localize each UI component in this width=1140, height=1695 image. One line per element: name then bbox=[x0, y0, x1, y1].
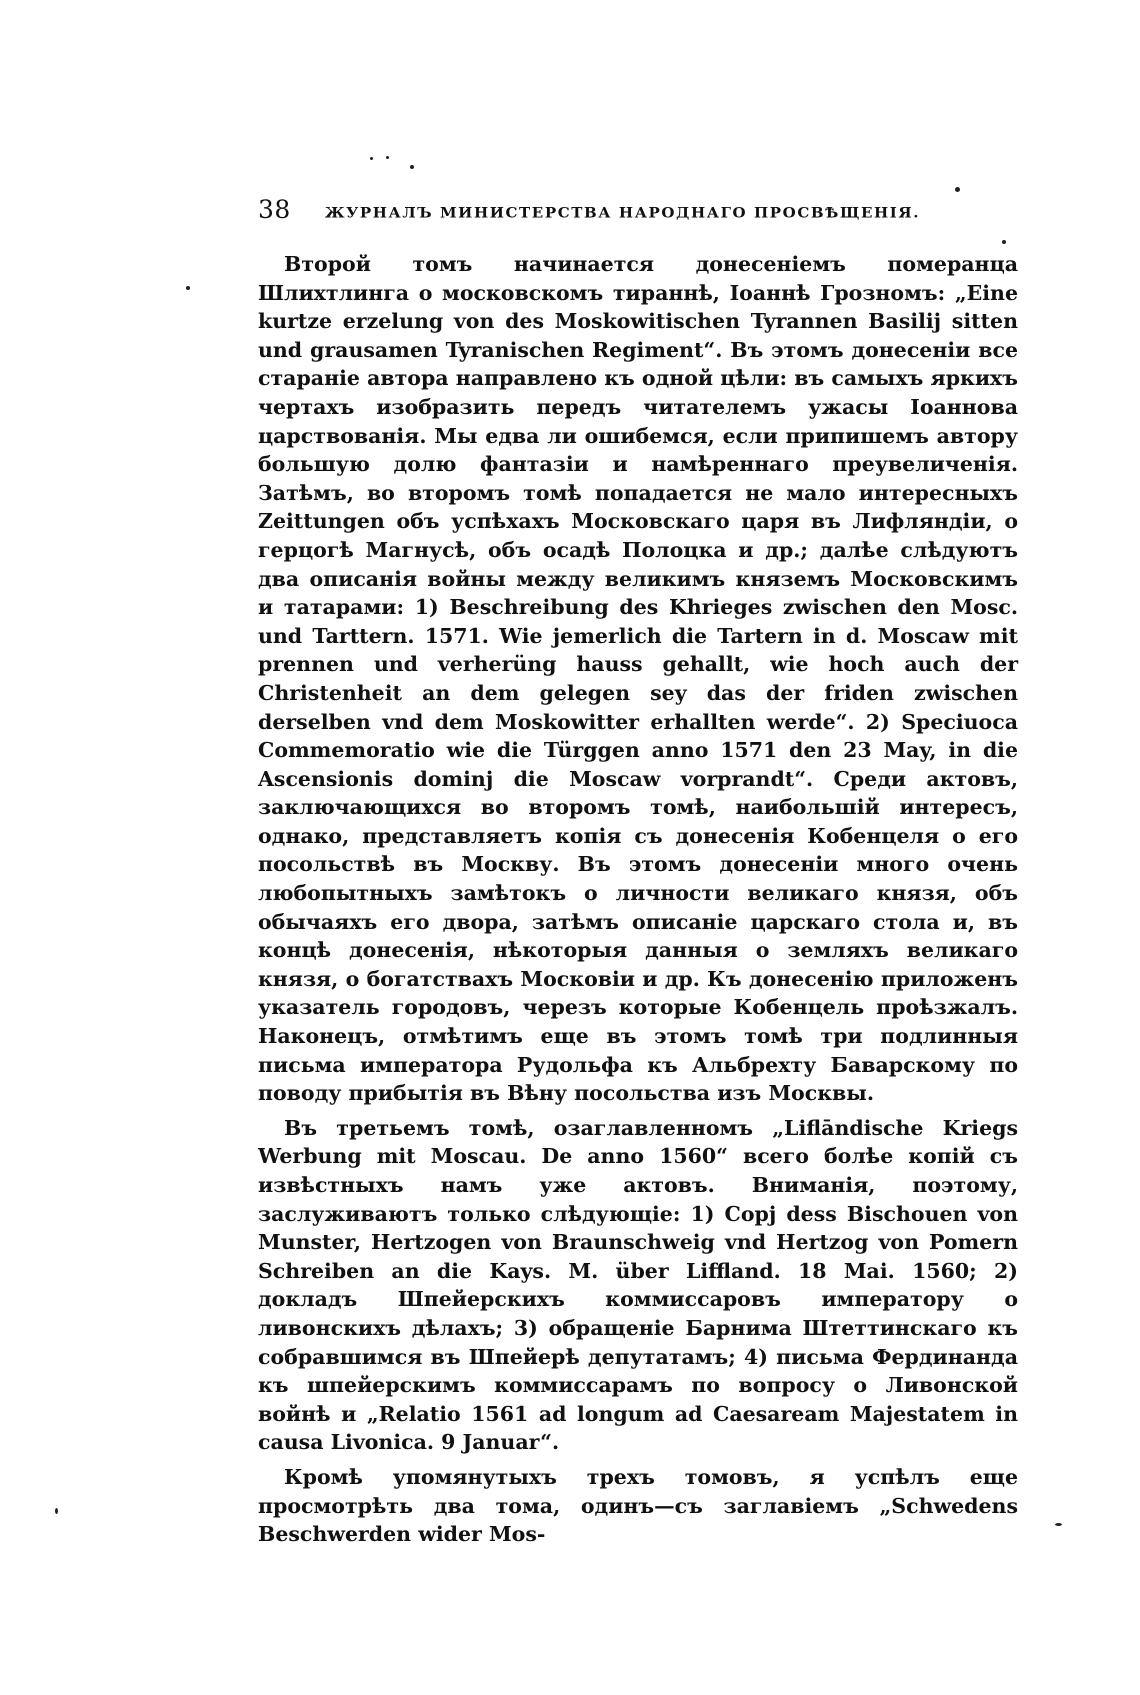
scan-speck bbox=[186, 286, 190, 290]
paragraph-2: Въ третьемъ томѣ, озаглавленномъ „Liflāndische Kriegs Werbung mit Moscau. De anno 1560“ всего болѣе копій съ извѣстныхъ намъ уже актовъ. Вниманія, поэтому, заслуживаютъ только слѣдующіе: 1) Copj dess Bischouen von Munster, Hertzogen von Braunschweig vnd Hertzog von Pomern Schreiben an die Kays. M. über Liffland. 18 Mai. 1560; 2) докладъ Шпейерскихъ коммиссаровъ императору о ливонскихъ дѣлахъ; 3) обращеніе Барнима Штеттинскаго къ собравшимся въ Шпейерѣ депутатамъ; 4) письма Фердинанда къ шпейерскимъ коммиссарамъ по вопросу о Ливонской войнѣ и „Relatio 1561 ad longum ad Caesaream Majestatem in causa Livonica. 9 Januar“. bbox=[258, 1115, 1018, 1455]
paragraph-3: Кромѣ упомянутыхъ трехъ томовъ, я успѣлъ еще просмотрѣть два тома, одинъ—съ заглавіемъ „Schwedens Beschwerden wider Mos- bbox=[258, 1464, 1018, 1547]
scan-speck bbox=[1002, 240, 1006, 244]
scan-speck bbox=[55, 1508, 58, 1514]
scan-speck bbox=[1055, 1523, 1062, 1526]
page-header bbox=[258, 195, 1018, 231]
scan-speck bbox=[386, 156, 389, 159]
body-text bbox=[258, 250, 1018, 1555]
scan-speck bbox=[370, 157, 373, 160]
running-title: ЖУРНАЛЪ МИНИСТЕРСТВА НАРОДНАГО ПРОСВѢЩЕНІЯ. bbox=[324, 204, 921, 222]
scan-speck bbox=[410, 165, 414, 169]
scan-speck bbox=[955, 187, 960, 192]
page-number: 38 bbox=[258, 195, 291, 224]
paragraph-1: Второй томъ начинается донесеніемъ померанца Шлихтлинга о московскомъ тираннѣ, Іоаннѣ Грозномъ: „Eine kurtze erzelung von des Moskowitischen Tyrannen Basilij sitten und grausamen Tyranischen Regiment“. Въ этомъ донесеніи все стараніе автора направлено къ одной цѣли: въ самыхъ яркихъ чертахъ изобразить передъ читателемъ ужасы Іоаннова царствованія. Мы едва ли ошибемся, если припишемъ автору большую долю фантазіи и намѣреннаго преувеличенія. Затѣмъ, во второмъ томѣ попадается не мало интересныхъ Zeittungen объ успѣхахъ Московскаго царя въ Лифляндіи, о герцогѣ Магнусѣ, объ осадѣ Полоцка и др.; далѣе слѣдуютъ два описанія войны между великимъ княземъ Московскимъ и татарами: 1) Beschreibung des Khrieges zwischen den Mosc. und Tarttern. 1571. Wie jemerlich die Tartern in d. Moscaw mit prennen und verherüng hauss gehallt, wie hoch auch der Christenheit an dem gelegen sey das der friden zwischen derselben vnd dem Moskowitter erhallten werde“. 2) Speciuoca Commemoratio wie die Türggen anno 1571 den 23 May, in die Ascensionis dominj die Moscaw vorprandt“. Среди актовъ, заключающихся во второмъ томѣ, наибольшій интересъ, однако, представляетъ копія съ донесенія Кобенцеля о его посольствѣ въ Москву. Въ этомъ донесеніи много очень любопытныхъ замѣтокъ о личности великаго князя, объ обычаяхъ его двора, затѣмъ описаніе царскаго стола и, въ концѣ донесенія, нѣкоторыя данныя о земляхъ великаго князя, о богатствахъ Московіи и др. Къ донесенію приложенъ указатель городовъ, черезъ которые Кобенцель проѣзжалъ. Наконецъ, отмѣтимъ еще въ этомъ томѣ три подлинныя письма императора Рудольфа къ Альбрехту Баварскому по поводу прибытія въ Вѣну посольства изъ Москвы. bbox=[258, 252, 1018, 1106]
